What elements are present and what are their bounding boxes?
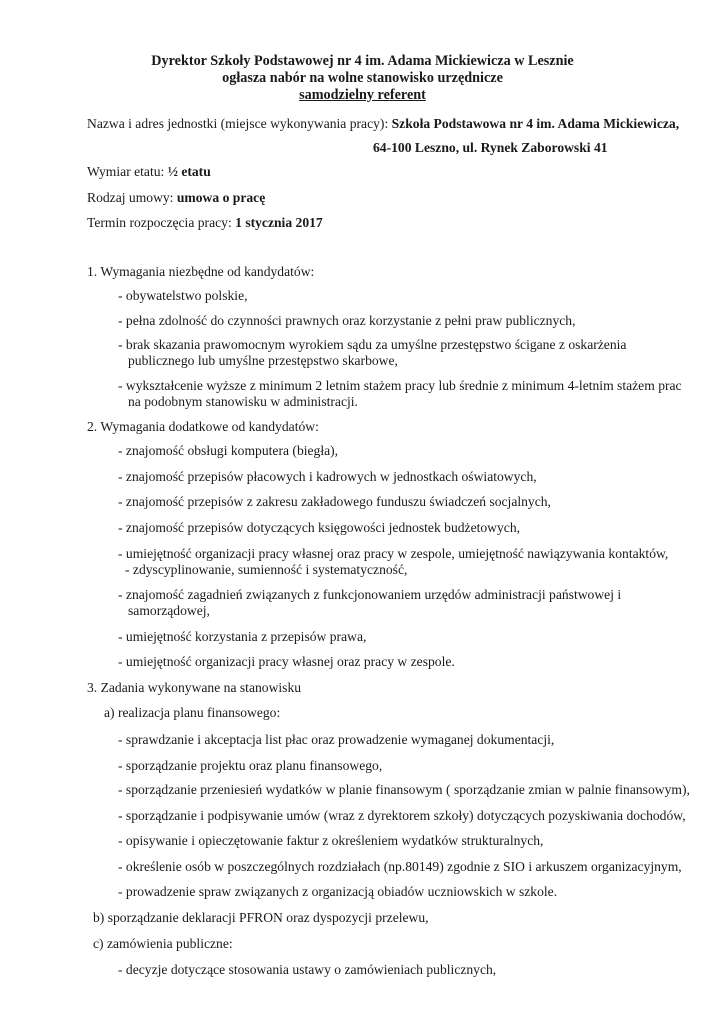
- termin-label: Termin rozpoczęcia pracy:: [87, 215, 236, 230]
- list-item: - znajomość zagadnień związanych z funkcjonowaniem urzędów administracji państwowej i: [118, 587, 622, 602]
- list-item: - pełna zdolność do czynności prawnych oraz korzystanie z pełni praw publicznych,: [118, 313, 576, 328]
- list-item: - prowadzenie spraw związanych z organizacją obiadów uczniowskich w szkole.: [118, 884, 558, 899]
- list-item: - umiejętność organizacji pracy własnej oraz pracy w zespole, umiejętność nawiązywania kontaktów,: [118, 546, 669, 561]
- list-item: - określenie osób w poszczególnych rozdziałach (np.80149) zgodnie z SIO i arkuszem organizacyjnym,: [118, 859, 682, 874]
- list-item: - znajomość przepisów płacowych i kadrowych w jednostkach oświatowych,: [118, 469, 537, 484]
- list-item: - sporządzanie i podpisywanie umów (wraz z dyrektorem szkoły) dotyczących pozyskiwania dochodów,: [118, 808, 686, 823]
- termin-line: [87, 215, 323, 231]
- umowa-label: Rodzaj umowy:: [87, 190, 177, 205]
- list-item: - sporządzanie projektu oraz planu finansowego,: [118, 758, 383, 773]
- section1-heading: 1. Wymagania niezbędne od kandydatów:: [87, 264, 315, 279]
- etat-label: Wymiar etatu:: [87, 164, 168, 179]
- section3-heading: 3. Zadania wykonywane na stanowisku: [87, 680, 302, 695]
- etat-line: [87, 164, 211, 180]
- list-item: - umiejętność organizacji pracy własnej oraz pracy w zespole.: [118, 654, 455, 669]
- subsection-c: c) zamówienia publiczne:: [93, 936, 233, 951]
- header-title: Dyrektor Szkoły Podstawowej nr 4 im. Adama Mickiewicza w Lesznie: [151, 53, 574, 69]
- list-item: - opisywanie i opieczętowanie faktur z określeniem wydatków strukturalnych,: [118, 833, 544, 848]
- list-item: - sporządzanie przeniesień wydatków w planie finansowym ( sporządzanie zmian w palnie finansowym),: [118, 782, 690, 797]
- address-line-2: [373, 140, 608, 156]
- list-item: - znajomość przepisów dotyczących księgowości jednostek budżetowych,: [118, 520, 521, 535]
- section2-heading: 2. Wymagania dodatkowe od kandydatów:: [87, 419, 319, 434]
- header-subtitle: ogłasza nabór na wolne stanowisko urzędnicze: [222, 70, 503, 86]
- address-value-2: 64-100 Leszno, ul. Rynek Zaborowski 41: [373, 140, 608, 155]
- etat-value: ½ etatu: [167, 164, 211, 179]
- umowa-line: [87, 190, 265, 206]
- termin-value: 1 stycznia 2017: [235, 215, 323, 230]
- list-item: - sprawdzanie i akceptacja list płac oraz prowadzenie wymaganej dokumentacji,: [118, 732, 555, 747]
- list-item: - obywatelstwo polskie,: [118, 288, 248, 303]
- list-item-cont: - zdyscyplinowanie, sumienność i systematyczność,: [125, 562, 408, 577]
- header-position: samodzielny referent: [299, 87, 426, 103]
- list-item: - wykształcenie wyższe z minimum 2 letnim stażem pracy lub średnie z minimum 4-letnim stażem prac: [118, 378, 682, 393]
- list-item-cont: publicznego lub umyślne przestępstwo skarbowe,: [128, 353, 398, 368]
- subsection-a: a) realizacja planu finansowego:: [104, 705, 281, 720]
- list-item-cont: samorządowej,: [128, 603, 210, 618]
- address-value: Szkoła Podstawowa nr 4 im. Adama Mickiewicza,: [391, 116, 680, 131]
- list-item: - umiejętność korzystania z przepisów prawa,: [118, 629, 367, 644]
- address-label: Nazwa i adres jednostki (miejsce wykonywania pracy):: [87, 116, 392, 131]
- list-item-cont: na podobnym stanowisku w administracji.: [128, 394, 358, 409]
- umowa-value: umowa o pracę: [176, 190, 266, 205]
- list-item: - brak skazania prawomocnym wyrokiem sądu za umyślne przestępstwo ścigane z oskarżenia: [118, 337, 627, 352]
- list-item: - znajomość obsługi komputera (biegła),: [118, 443, 339, 458]
- list-item: - decyzje dotyczące stosowania ustawy o zamówieniach publicznych,: [118, 962, 497, 977]
- address-line: [87, 116, 679, 132]
- list-item: - znajomość przepisów z zakresu zakładowego funduszu świadczeń socjalnych,: [118, 494, 551, 509]
- subsection-b: b) sporządzanie deklaracji PFRON oraz dyspozycji przelewu,: [93, 910, 429, 925]
